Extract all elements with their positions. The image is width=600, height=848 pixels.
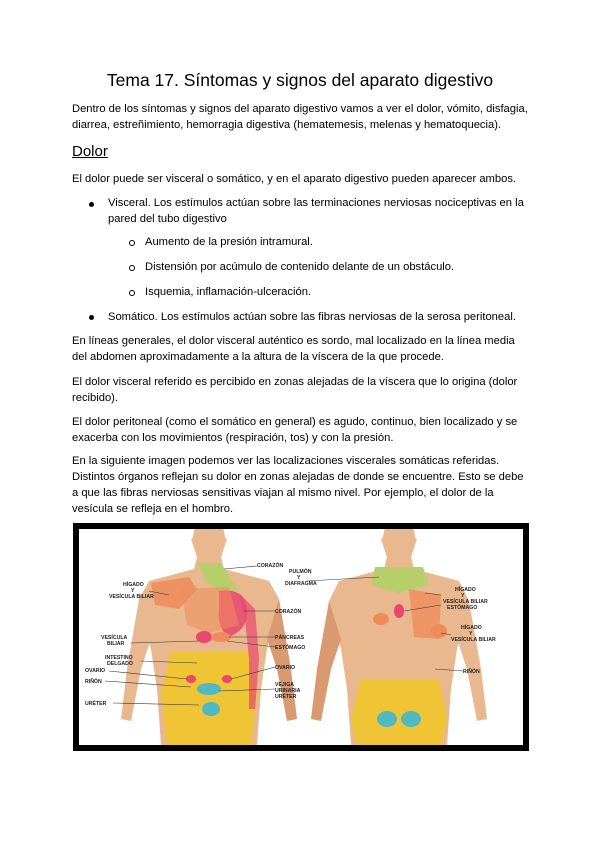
page-title: Tema 17. Síntomas y signos del aparato digestivo <box>106 70 494 90</box>
label-corazon-mid: CORAZÓN <box>275 609 302 615</box>
label-delgado: DELGADO <box>107 661 133 667</box>
sub-bullet-icon <box>129 265 135 271</box>
sub-item: Aumento de la presión intramural. <box>145 236 313 248</box>
paragraph-1: El dolor puede ser visceral o somático, y en el aparato digestivo pueden aparecer ambos. <box>72 173 517 185</box>
label-y: Y <box>131 588 135 594</box>
label-intestino: INTESTINO <box>105 655 133 661</box>
label-rinon-back: RIÑÓN <box>463 669 480 675</box>
label-corazon-top: CORAZÓN <box>257 563 284 569</box>
label-biliar: BILIAR <box>107 641 125 647</box>
label-y-back-3: Y <box>469 631 473 637</box>
label-vesicula-back-2: VESÍCULA BILIAR <box>451 637 496 643</box>
label-rinon: RIÑÓN <box>85 679 102 685</box>
paragraph-2: En líneas generales, el dolor visceral auténtico es sordo, mal localizado en la línea media del abdomen aproximadamente a la altura de la víscera de la que procede. <box>72 335 515 363</box>
label-diafragma: DIAFRAGMA <box>285 581 317 587</box>
label-vesicula: VESÍCULA <box>101 635 128 641</box>
label-vejiga: VEJIGA <box>275 682 295 688</box>
label-pulmon: PULMÓN <box>289 569 312 575</box>
label-ovario-left: OVARIO <box>85 668 106 674</box>
label-pancreas: PÁNCREAS <box>275 635 305 641</box>
label-estomago-back: ESTÓMAGO <box>447 605 478 611</box>
label-vesicula-back-1: VESÍCULA BILIAR <box>443 599 488 605</box>
label-higado-back-2: HÍGADO <box>461 625 482 631</box>
referred-pain-figure <box>73 523 529 751</box>
paragraph-5: En la siguiente imagen podemos ver las localizaciones viscerales somáticas referidas. Distintos órganos reflejan su dolor en zonas alejadas de donde se encuentre. Esto se debe a que las fibras nerviosas sensitivas viajan al mismo nivel. Por ejemplo, el dolor de la vesícula se refleja en el hombro. <box>72 455 524 515</box>
label-y-back-2: Y <box>461 593 465 599</box>
bullet-icon <box>89 202 94 207</box>
label-vesicula-biliar: VESÍCULA BILIAR <box>109 594 154 600</box>
sub-bullet-icon <box>129 240 135 246</box>
intro-paragraph: Dentro de los síntomas y signos del aparato digestivo vamos a ver el dolor, vómito, disfagia, diarrea, estreñimiento, hemorragia digestiva (hematemesis, melenas y hematoquecia). <box>72 103 528 131</box>
label-y-back: Y <box>297 575 301 581</box>
paragraph-4: El dolor peritoneal (como el somático en general) es agudo, continuo, bien localizado y se exacerba con los movimientos (respiración, tos) y con la presión. <box>72 416 518 444</box>
label-ureter-left: URÉTER <box>85 701 107 707</box>
label-higado-back-1: HÍGADO <box>455 587 476 593</box>
label-urinaria: URINARIA <box>275 688 301 694</box>
bullet-somatico: Somático. Los estímulos actúan sobre las fibras nerviosas de la serosa peritoneal. <box>108 311 516 323</box>
paragraph-3: El dolor visceral referido es percibido en zonas alejadas de la víscera que lo origina (dolor recibido). <box>72 376 518 404</box>
bullet-icon <box>89 315 94 320</box>
bullet-visceral: Visceral. Los estímulos actúan sobre las terminaciones nerviosas nociceptivas en la pared del tubo digestivo <box>108 197 524 225</box>
label-higado: HÍGADO <box>123 582 144 588</box>
anatomy-illustration <box>79 529 523 745</box>
label-ovario-right: OVARIO <box>275 665 296 671</box>
section-heading-dolor: Dolor <box>72 143 108 160</box>
sub-bullet-icon <box>129 290 135 296</box>
label-estomago: ESTÓMAGO <box>275 645 306 651</box>
sub-item: Distensión por acúmulo de contenido delante de un obstáculo. <box>145 261 455 273</box>
label-ureter-right: URÉTER <box>275 694 297 700</box>
sub-item: Isquemia, inflamación-ulceración. <box>145 286 312 298</box>
